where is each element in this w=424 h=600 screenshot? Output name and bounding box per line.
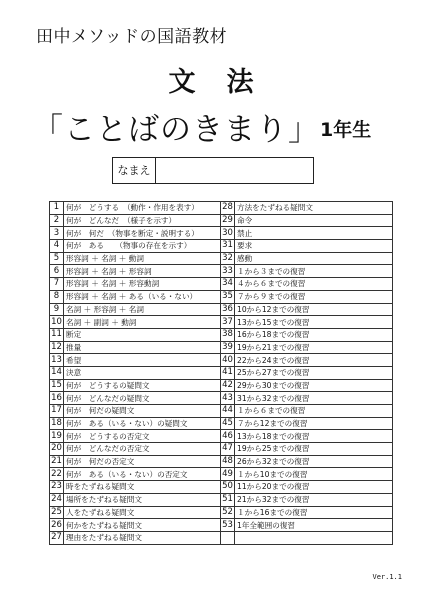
right-lesson-title: １から６までの復習 [235,405,393,418]
right-lesson-title: 13から15までの復習 [235,316,393,329]
right-lesson-title: １から10までの復習 [235,468,393,481]
left-lesson-title: 形容詞 ＋ 名詞 ＋ 形容動詞 [64,278,221,291]
left-lesson-number: 26 [51,519,62,530]
left-lesson-title: 何が どうするの否定文 [64,430,221,443]
table-row [50,303,393,316]
right-lesson-number: 51 [222,494,233,505]
left-lesson-title: 何が ある（いる・ない）の否定文 [64,468,221,481]
right-lesson-number: 29 [222,215,233,226]
left-lesson-number: 11 [51,329,62,340]
right-lesson-number: 47 [222,443,233,454]
left-lesson-title: 決意 [64,366,221,379]
table-row [50,354,393,367]
right-lesson-title: 19から21までの復習 [235,341,393,354]
right-lesson-title: 方法をたずねる疑問文 [235,202,393,215]
table-row [50,379,393,392]
table-row [50,493,393,506]
right-lesson-number: 33 [222,265,233,276]
left-lesson-number: 13 [51,354,62,365]
left-lesson-title: 形容詞 ＋ 名詞 ＋ ある（いる・ない） [64,290,221,303]
left-lesson-title: 名詞 ＋ 形容詞 ＋ 名詞 [64,303,221,316]
right-lesson-number [221,531,235,544]
left-lesson-title: 推量 [64,341,221,354]
left-lesson-number: 8 [50,290,64,303]
table-row [50,417,393,430]
right-lesson-title [235,531,393,544]
left-lesson-number: 23 [51,481,62,492]
right-lesson-number: 36 [222,303,233,314]
table-row [50,506,393,519]
right-lesson-title: ７から12までの復習 [235,417,393,430]
table-row [50,519,393,532]
right-lesson-number: 34 [222,278,233,289]
right-lesson-title: 31から32までの復習 [235,392,393,405]
left-lesson-number: 24 [51,494,62,505]
right-lesson-title: ７から９までの復習 [235,290,393,303]
left-lesson-title: 何が ある （物事の存在を示す） [64,240,221,253]
right-lesson-number: 30 [222,227,233,238]
table-row [50,265,393,278]
right-lesson-title: １から３までの復習 [235,265,393,278]
left-lesson-number: 22 [51,468,62,479]
right-lesson-number: 44 [222,405,233,416]
name-box [112,157,314,184]
left-lesson-title: 希望 [64,354,221,367]
right-lesson-number: 32 [222,253,233,264]
left-lesson-number: 20 [51,443,62,454]
left-lesson-title: 何が 何だの否定文 [64,455,221,468]
right-lesson-number: 50 [222,481,233,492]
right-lesson-title: 1年全範囲の復習 [235,519,393,532]
right-lesson-number: 42 [222,379,233,390]
table-row [50,531,393,544]
right-lesson-title: 感動 [235,252,393,265]
left-lesson-title: 場所をたずねる疑問文 [64,493,221,506]
left-lesson-title: 断定 [64,328,221,341]
table-row [50,214,393,227]
left-lesson-number: 5 [50,252,64,265]
right-lesson-number: 35 [222,291,233,302]
left-lesson-title: 形容詞 ＋ 名詞 ＋ 形容詞 [64,265,221,278]
left-lesson-number: 27 [51,532,62,543]
right-lesson-title: 13から18までの復習 [235,430,393,443]
left-lesson-number: 25 [51,506,62,517]
left-lesson-title: 理由をたずねる疑問文 [64,531,221,544]
left-lesson-title: 何が 何だの疑問文 [64,405,221,418]
left-lesson-number: 17 [51,405,62,416]
table-row [50,405,393,418]
right-lesson-number: 49 [222,468,233,479]
left-lesson-title: 何かをたずねる疑問文 [64,519,221,532]
right-lesson-number: 46 [222,430,233,441]
left-lesson-number: 4 [50,240,64,253]
left-lesson-number: 15 [51,379,62,390]
right-lesson-number: 31 [222,240,233,251]
table-row [50,202,393,215]
left-lesson-title: 何が ある（いる・ない）の疑問文 [64,417,221,430]
version-label: Ver.1.1 [372,573,402,581]
table-row [50,341,393,354]
right-lesson-title: 25から27までの復習 [235,366,393,379]
table-row [50,316,393,329]
right-lesson-number: 40 [222,354,233,365]
left-lesson-title: 形容詞 ＋ 名詞 ＋ 動詞 [64,252,221,265]
right-lesson-number: 37 [222,316,233,327]
right-lesson-number: 48 [222,456,233,467]
left-lesson-number: 2 [50,214,64,227]
right-lesson-title: 21から32までの復習 [235,493,393,506]
right-lesson-title: 16から18までの復習 [235,328,393,341]
series-title: 田中メソッドの国語教材 [36,27,228,47]
table-row [50,392,393,405]
right-lesson-title: 29から30までの復習 [235,379,393,392]
contents-table [49,201,393,545]
table-row [50,443,393,456]
page-subtitle: 「ことばのきまり」 [32,112,320,148]
right-lesson-number: 53 [222,519,233,530]
table-row [50,240,393,253]
table-row [50,430,393,443]
left-lesson-title: 何が どんなだの疑問文 [64,392,221,405]
table-row [50,366,393,379]
page-title: 文 法 [168,67,256,98]
right-lesson-title: 11から20までの復習 [235,481,393,494]
left-lesson-number: 3 [50,227,64,240]
left-lesson-title: 人をたずねる疑問文 [64,506,221,519]
right-lesson-number: 43 [222,392,233,403]
left-lesson-title: 名詞 ＋ 副詞 ＋ 動詞 [64,316,221,329]
right-lesson-title: 命令 [235,214,393,227]
left-lesson-number: 12 [51,341,62,352]
left-lesson-number: 14 [51,367,62,378]
right-lesson-title: １から16までの復習 [235,506,393,519]
right-lesson-title: 22から24までの復習 [235,354,393,367]
left-lesson-title: 何が どうする （動作・作用を表す） [64,202,221,215]
table-row [50,227,393,240]
right-lesson-title: 禁止 [235,227,393,240]
left-lesson-number: 18 [51,418,62,429]
table-row [50,481,393,494]
right-lesson-title: 10から12までの復習 [235,303,393,316]
right-lesson-title: 26から32までの復習 [235,455,393,468]
left-lesson-number: 1 [50,202,64,215]
left-lesson-number: 19 [51,430,62,441]
left-lesson-number: 6 [50,265,64,278]
table-row [50,468,393,481]
left-lesson-number: 10 [51,316,62,327]
left-lesson-title: 何が 何だ （物事を断定・説明する） [64,227,221,240]
left-lesson-number: 7 [50,278,64,291]
left-lesson-title: 時をたずねる疑問文 [64,481,221,494]
right-lesson-number: 52 [222,506,233,517]
name-label: なまえ [113,158,156,183]
right-lesson-title: 要求 [235,240,393,253]
table-row [50,455,393,468]
table-row [50,328,393,341]
right-lesson-number: 38 [222,329,233,340]
grade-label: 1年生 [320,119,372,141]
table-row [50,290,393,303]
left-lesson-title: 何が どうするの疑問文 [64,379,221,392]
left-lesson-number: 21 [51,456,62,467]
left-lesson-title: 何が どんなだ （様子を示す） [64,214,221,227]
right-lesson-number: 28 [222,202,233,213]
table-row [50,278,393,291]
right-lesson-number: 41 [222,367,233,378]
left-lesson-number: 16 [51,392,62,403]
right-lesson-number: 39 [222,341,233,352]
left-lesson-title: 何が どんなだの否定文 [64,443,221,456]
left-lesson-number: 9 [50,303,64,316]
table-row [50,252,393,265]
right-lesson-number: 45 [222,418,233,429]
right-lesson-title: 19から25までの復習 [235,443,393,456]
right-lesson-title: ４から６までの復習 [235,278,393,291]
